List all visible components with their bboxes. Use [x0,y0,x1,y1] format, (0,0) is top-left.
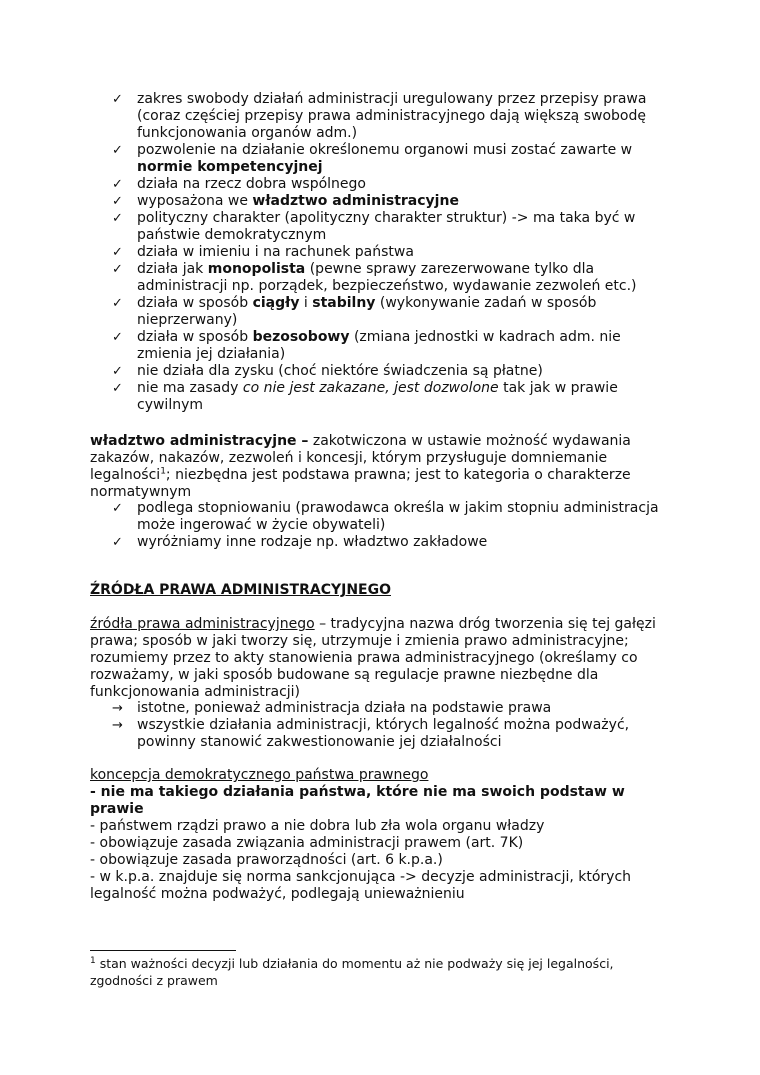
footnote-separator [90,950,236,951]
koncepcja-title: koncepcja demokratycznego państwa prawnego [90,767,429,783]
list-item: → wszystkie działania administracji, których legalność można podważyć, powinny stanowić zakwestionowanie jej działalności [112,717,630,750]
checkmark-icon: ✓ [112,143,123,158]
list-item: ✓ pozwolenie na działanie określonemu organowi musi zostać zawarte w normie kompetencyjnej [112,142,633,175]
section-heading: ŹRÓDŁA PRAWA ADMINISTRACYJNEGO [90,582,391,598]
zrodla-definition: źródła prawa administracyjnego – tradycyjna nazwa dróg tworzenia się tej gałęzi prawa; sposób w jaki tworzy się, utrzymuje i zmienia prawo administracyjne; rozumiemy przez to akty stanowienia prawa administracyjnego (określamy co rozważamy, w jaki sposób budowane są regulacje prawne niezbędne dla funkcjonowania administracji) [90,616,656,700]
list-item: ✓ polityczny charakter (apolityczny charakter struktur) -> ma taka być w państwie demokratycznym [112,210,636,243]
wladztwo-definition: władztwo administracyjne – zakotwiczona w ustawie możność wydawania zakazów, nakazów, zezwoleń i koncesji, którym przysługuje domniemanie legalności$^1$; niezbędna jest podstawa prawna; jest to kategoria o charakterze normatywnym [90,433,631,500]
checkmark-icon: ✓ [112,92,123,107]
list-item: → istotne, ponieważ administracja działa na podstawie prawa [112,700,552,716]
checkmark-icon: ✓ [112,364,123,379]
zrodla-list [112,700,672,751]
checkmark-icon: ✓ [112,501,123,516]
checkmark-icon: ✓ [112,245,123,260]
checkmark-icon: ✓ [112,262,123,277]
list-item: ✓ wyróżniamy inne rodzaje np. władztwo zakładowe [112,534,488,550]
arrow-right-icon: → [112,701,123,716]
footnote-ref: 1 [160,466,166,477]
checkmark-icon: ✓ [112,177,123,192]
checkmark-icon: ✓ [112,330,123,345]
footnote: $^1$ stan ważności decyzji lub działania do momentu aż nie podważy się jej legalności, zgodności z prawem [90,955,614,988]
arrow-right-icon: → [112,718,123,733]
koncepcja-block: koncepcja demokratycznego państwa prawnego - nie ma takiego działania państwa, które nie ma swoich podstaw w prawie - państwem rządzi prawo a nie dobra lub zła wola organu władzy - obowiązuje zasada związania administracji prawem (art. 7K) - obowiązuje zasada praworządności (art. 6 k.p.a.) - w k.p.a. znajduje się norma sankcjonująca -> decyzje administracji, których legalność można podważyć, podlegają unieważnieniu [90,767,632,902]
checkmark-icon: ✓ [112,535,123,550]
list-item: ✓ nie ma zasady co nie jest zakazane, jest dozwolone tak jak w prawie cywilnym [112,380,618,413]
koncepcja-principle: - nie ma takiego działania państwa, które nie ma swoich podstaw w prawie [90,784,625,817]
list-item: ✓ zakres swobody działań administracji uregulowany przez przepisy prawa (coraz częściej przepisy prawa administracyjnego dają większą swobodę funkcjonowania organów adm.) [112,91,647,141]
list-item: ✓ działa w sposób ciągły i stabilny (wykonywanie zadań w sposób nieprzerwany) [112,295,597,328]
checkmark-icon: ✓ [112,381,123,396]
list-item: ✓ działa jak monopolista (pewne sprawy zarezerwowane tylko dla administracji np. porządek, bezpieczeństwo, wydawanie zezwoleń etc.) [112,261,637,294]
list-item: ✓ nie działa dla zysku (choć niektóre świadczenia są płatne) [112,363,543,379]
list-item: ✓ podlega stopniowaniu (prawodawca określa w jakim stopniu administracja może ingerować w życie obywateli) [112,500,659,533]
list-item: ✓ działa w imieniu i na rachunek państwa [112,244,414,260]
list-item: ✓ działa w sposób bezosobowy (zmiana jednostki w kadrach adm. nie zmienia jej działania) [112,329,621,362]
list-item: ✓ działa na rzecz dobra wspólnego [112,176,366,192]
checkmark-icon: ✓ [112,296,123,311]
wladztwo-list [112,500,672,551]
list-item: ✓ wyposażona we władztwo administracyjne [112,193,459,209]
features-list [112,91,672,414]
checkmark-icon: ✓ [112,194,123,209]
footnote-number: 1 [90,955,96,966]
checkmark-icon: ✓ [112,211,123,226]
